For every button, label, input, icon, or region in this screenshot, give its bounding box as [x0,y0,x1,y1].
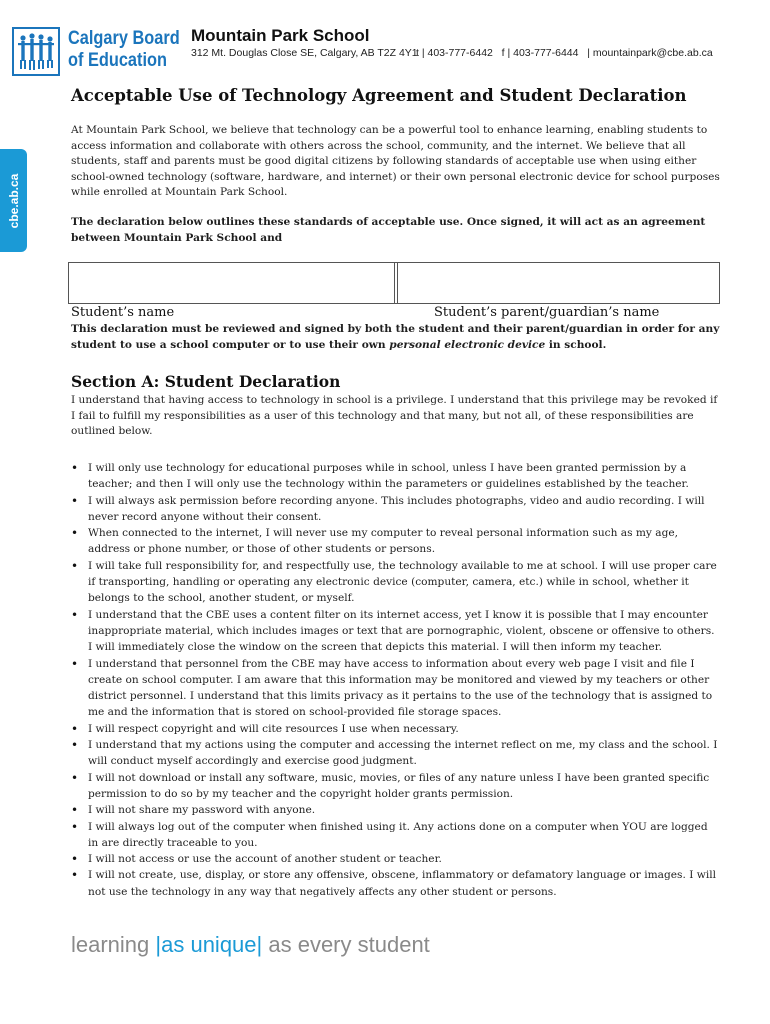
list-item: • I will respect copyright and will cite resources I use when necessary. [71,721,721,737]
student-name-label: Student’s name [71,305,175,320]
footer-part2: as unique [161,932,257,957]
declaration-list [71,460,721,900]
declaration-note: The declaration below outlines these standards of acceptable use. Once signed, it will act as an agreement between Mountain Park School and [71,216,706,244]
cbe-logo-icon [12,27,60,76]
school-name: Mountain Park School [191,26,370,45]
intro-paragraph: At Mountain Park School, we believe that technology can be a powerful tool to enhance learning, enabling students to access information and collaborate with others across the school, community, and the internet. We believe that all students, staff and parents must be good digital citizens by following standards of acceptable use when using either school-owned technology (software, hardware, and internet) or their own personal electronic device for school purposes while enrolled at Mountain Park School. [71,124,720,198]
footer-divider: | [155,932,162,957]
section-a-title: Section A: Student Declaration [71,372,341,391]
org-name-line1: Calgary Board [68,28,180,49]
list-item: • I will not access or use the account of another student or teacher. [71,851,721,867]
review-note-before: This declaration must be reviewed and signed by both the student and their parent/guardian in order for any student to use a school computer or to use their own [71,323,720,351]
section-a-intro: I understand that having access to technology in school is a privilege. I understand that this privilege may be revoked if I fail to fulfill my responsibilities as a user of this technology and that many, but not all, of these responsibilities are outlined below. [71,394,718,437]
list-item: • I will not download or install any software, music, movies, or files of any nature unless I have been granted specific permission to do so by my teacher and the copyright holder grants permission. [71,770,721,803]
org-name [68,28,180,72]
review-note [71,322,721,353]
list-item: • I understand that my actions using the computer and accessing the internet reflect on me, my class and the school. I will conduct myself accordingly and exercise good judgment. [71,737,721,770]
list-item: • When connected to the internet, I will never use my computer to reveal personal information such as my age, address or phone number, or those of other students or persons. [71,525,721,558]
list-item: • I understand that personnel from the CBE may have access to information about every web page I visit and file I create on school computer. I am aware that this information may be monitored and viewed by my teachers or other district personnel. I understand that this limits privacy as it pertains to the use of the technology that is assigned to me and the information that is stored on school-provided file storage spaces. [71,656,721,721]
name-table [68,262,720,304]
footer-tagline [71,932,430,958]
student-name-cell[interactable] [69,263,395,303]
footer-part1: learning [71,932,156,957]
list-item: • I will always ask permission before recording anyone. This includes photographs, video and audio recording. I will never record anyone without their consent. [71,493,721,526]
page-title: Acceptable Use of Technology Agreement and Student Declaration [71,86,687,105]
side-tab-label: cbe.ab.ca [6,173,21,228]
footer-part3: as every student [262,932,430,957]
list-item: • I will not create, use, display, or store any offensive, obscene, inflammatory or defamatory language or images. I will not use the technology in any way that negatively affects any other student or persons. [71,867,721,900]
side-tab [0,149,27,252]
footer-divider: | [256,932,263,957]
school-contact: t | 403-777-6442 f | 403-777-6444 | mountainpark@cbe.ab.ca [416,47,713,59]
review-note-italic: personal electronic device [389,338,546,351]
list-item: • I will take full responsibility for, and respectfully use, the technology available to me at school. I will use proper care if transporting, handling or operating any electronic device (computer, camera, etc.) while in school, whether it belongs to the school, another student, or myself. [71,558,721,607]
org-name-line2: of Education [68,50,167,71]
parent-name-label: Student’s parent/guardian’s name [434,305,660,320]
school-address: 312 Mt. Douglas Close SE, Calgary, AB T2Z 4Y1 [191,47,418,59]
review-note-after: in school. [545,338,607,351]
list-item: • I will always log out of the computer when finished using it. Any actions done on a computer when YOU are logged in are directly traceable to you. [71,819,721,852]
parent-name-cell[interactable] [398,263,719,303]
list-item: • I understand that the CBE uses a content filter on its internet access, yet I know it is possible that I may encounter inappropriate material, which includes images or text that are pornographic, violent, obscene or offensive to others. I will immediately close the window on the screen that depicts this material. I will then inform my teacher. [71,607,721,656]
list-item: • I will only use technology for educational purposes while in school, unless I have been granted permission by a teacher; and then I will only use the technology within the parameters or guidelines established by the teacher. [71,460,721,493]
list-item: • I will not share my password with anyone. [71,802,721,818]
